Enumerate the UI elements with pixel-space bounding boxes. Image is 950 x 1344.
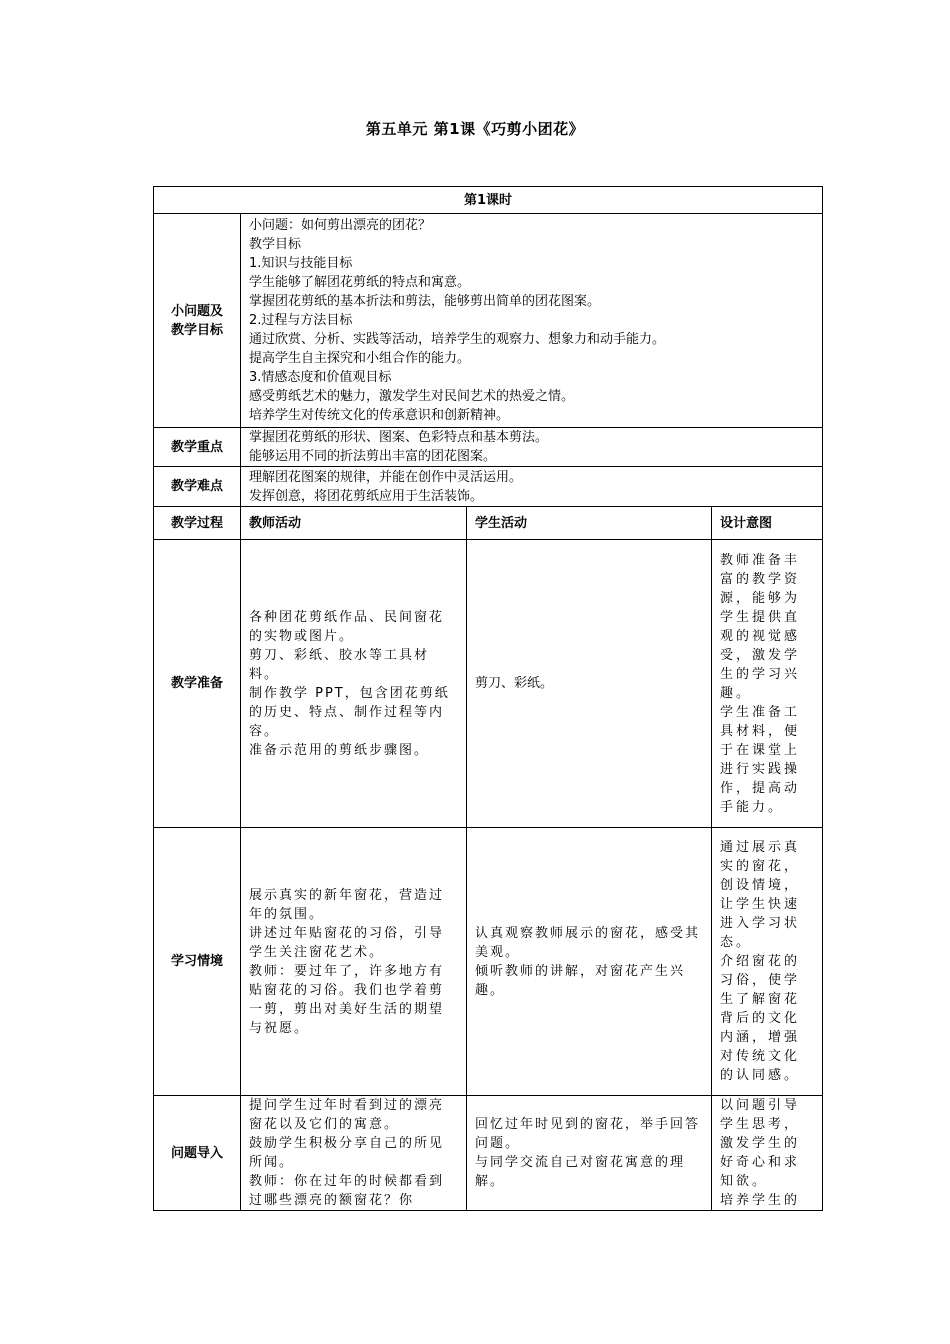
goals-line: 感受剪纸艺术的魅力，激发学生对民间艺术的热爱之情。 (249, 389, 575, 404)
design-intent-header: 设计意图 (712, 507, 823, 540)
context-teacher-line: 展示真实的新年窗花，营造过年的氛围。 (249, 887, 445, 922)
goals-line: 学生能够了解团花剪纸的特点和寓意。 (249, 275, 471, 290)
intro-student (467, 1096, 712, 1211)
context-label: 学习情境 (154, 828, 241, 1096)
intro-row (154, 1096, 823, 1211)
key-points-label: 教学重点 (154, 428, 241, 467)
student-activity-header: 学生活动 (467, 507, 712, 540)
difficulty-line: 发挥创意，将团花剪纸应用于生活装饰。 (249, 488, 484, 504)
context-intent-line: 介绍窗花的习俗，使学生了解窗花背后的文化内涵，增强对传统文化的认同感。 (720, 954, 801, 1083)
prep-teacher (241, 540, 467, 828)
intro-teacher (241, 1096, 467, 1211)
key-point-line: 掌握团花剪纸的形状、图案、色彩特点和基本剪法。 (249, 430, 549, 445)
goals-label-line1: 小问题及 (170, 303, 223, 319)
lesson-plan-table (153, 186, 823, 1211)
intro-student-line: 回忆过年时见到的窗花，举手回答问题。 (475, 1117, 701, 1151)
goals-line: 3.情感态度和价值观目标 (249, 370, 392, 385)
goals-line: 掌握团花剪纸的基本折法和剪法，能够剪出简单的团花图案。 (249, 294, 601, 309)
prep-intent-line: 教师准备丰富的教学资源，能够为学生提供直观的视觉感受，激发学生的学习兴趣。 (720, 552, 801, 701)
prep-label: 教学准备 (154, 540, 241, 828)
goals-line: 2.过程与方法目标 (249, 313, 353, 328)
prep-teacher-line: 各种团花剪纸作品、民间窗花的实物或图片。 (249, 609, 445, 644)
context-student-line: 认真观察教师展示的窗花，感受其美观。 (475, 925, 701, 960)
prep-teacher-line: 剪刀、彩纸、胶水等工具材料。 (249, 647, 430, 682)
session-header: 第1课时 (154, 187, 823, 214)
process-label: 教学过程 (154, 507, 241, 540)
teacher-activity-header: 教师活动 (241, 507, 467, 540)
intro-teacher-line: 提问学生过年时看到过的漂亮窗花以及它们的寓意。 (249, 1098, 445, 1132)
prep-teacher-line: 准备示范用的剪纸步骤图。 (249, 742, 430, 758)
difficulties-content (241, 467, 823, 507)
goals-line: 小问题：如何剪出漂亮的团花？ (249, 218, 432, 233)
goals-line: 教学目标 (249, 237, 302, 252)
key-points-row (154, 428, 823, 467)
intro-teacher-line: 教师：你在过年的时候都看到过哪些漂亮的额窗花？你 (249, 1174, 445, 1208)
goals-line: 1.知识与技能目标 (249, 256, 353, 271)
context-intent (712, 828, 823, 1096)
prep-teacher-line: 制作教学 PPT，包含团花剪纸的历史、特点、制作过程等内容。 (249, 685, 450, 739)
prep-intent (712, 540, 823, 828)
context-student (467, 828, 712, 1096)
prep-student-line: 剪刀、彩纸。 (475, 676, 554, 691)
goals-label (154, 214, 241, 428)
goals-line: 通过欣赏、分析、实践等活动，培养学生的观察力、想象力和动手能力。 (249, 332, 666, 347)
intro-intent (712, 1096, 823, 1211)
context-teacher-line: 教师：要过年了，许多地方有贴窗花的习俗。我们也学着剪一剪，剪出对美好生活的期望与祝愿。 (249, 963, 445, 1036)
context-intent-line: 通过展示真实的窗花，创设情境，让学生快速进入学习状态。 (720, 840, 801, 950)
goals-row (154, 214, 823, 428)
difficulties-row (154, 467, 823, 507)
document-title: 第五单元 第1课《巧剪小团花》 (365, 120, 585, 138)
prep-intent-line: 学生准备工具材料，便于在课堂上进行实践操作，提高动手能力。 (720, 704, 801, 815)
context-teacher-line: 讲述过年贴窗花的习俗，引导学生关注窗花艺术。 (249, 925, 445, 960)
goals-label-line2: 教学目标 (170, 322, 223, 338)
goals-line: 提高学生自主探究和小组合作的能力。 (249, 351, 471, 366)
context-student-line: 倾听教师的讲解，对窗花产生兴趣。 (475, 963, 686, 998)
session-header-row (154, 187, 823, 214)
intro-label: 问题导入 (154, 1096, 241, 1211)
intro-student-line: 与同学交流自己对窗花寓意的理解。 (475, 1155, 686, 1189)
intro-intent-line: 培养学生的 (720, 1193, 801, 1208)
difficulty-line: 理解团花图案的规律，并能在创作中灵活运用。 (249, 469, 523, 485)
goals-line: 培养学生对传统文化的传承意识和创新精神。 (249, 408, 510, 423)
intro-teacher-line: 鼓励学生积极分享自己的所见所闻。 (249, 1136, 445, 1170)
key-point-line: 能够运用不同的折法剪出丰富的团花图案。 (249, 449, 497, 464)
prep-student (467, 540, 712, 828)
intro-intent-line: 以问题引导学生思考，激发学生的好奇心和求知欲。 (720, 1098, 801, 1189)
difficulties-label: 教学难点 (154, 467, 241, 507)
process-header-row (154, 507, 823, 540)
goals-content (241, 214, 823, 428)
context-row (154, 828, 823, 1096)
key-points-content (241, 428, 823, 467)
context-teacher (241, 828, 467, 1096)
prep-row (154, 540, 823, 828)
